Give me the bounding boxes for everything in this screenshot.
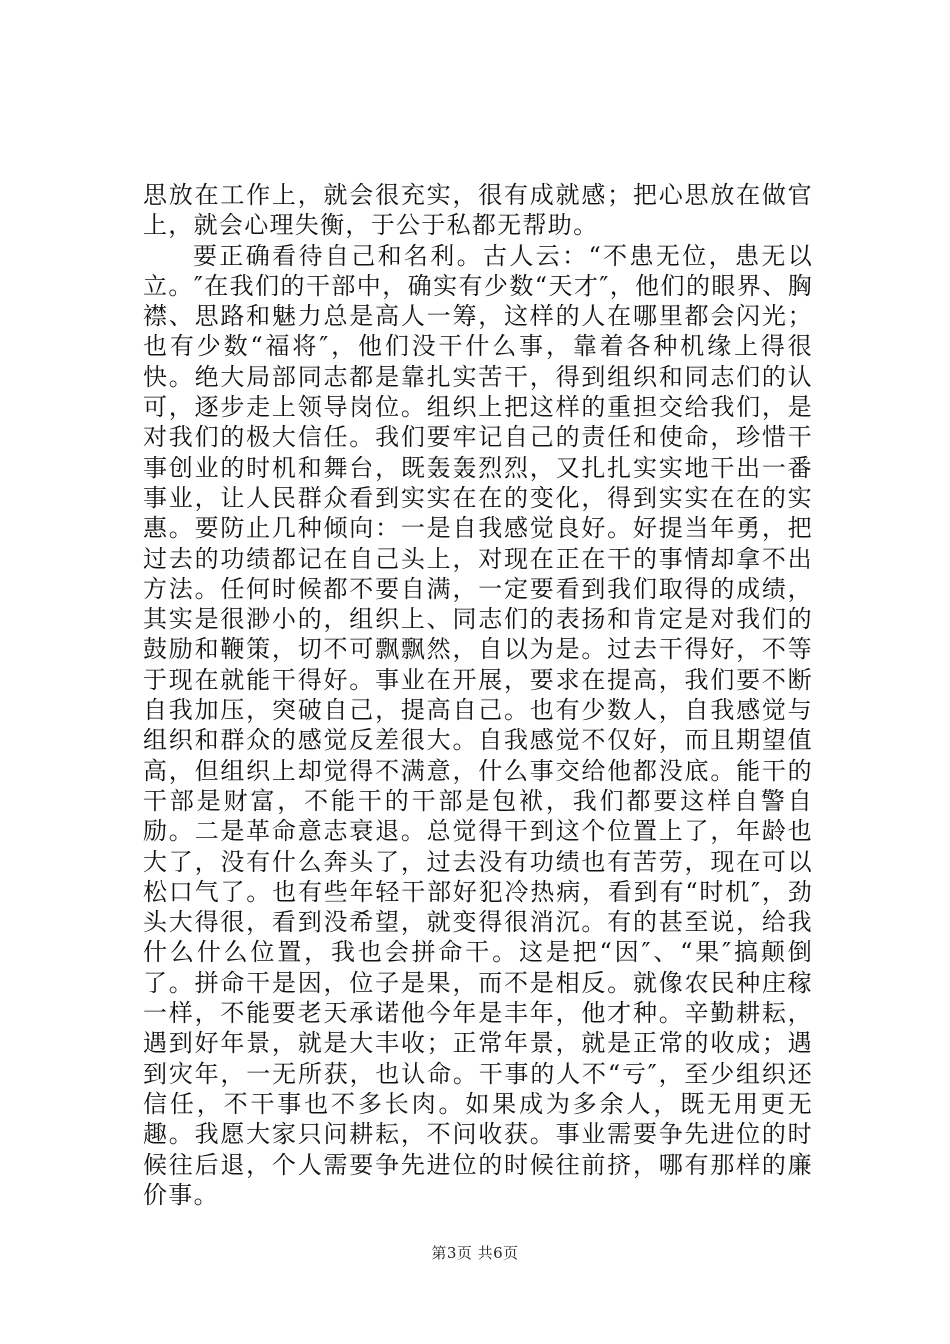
paragraph-continuation: 思放在工作上，就会很充实，很有成就感；把心思放在做官上，就会心理失衡，于公于私都无帮助。 xyxy=(143,181,813,240)
paragraph-main: 要正确看待自己和名利。古人云：“不患无位，患无以立。″在我们的干部中，确实有少数“天才″，他们的眼界、胸襟、思路和魅力总是高人一筹，这样的人在哪里都会闪光；也有少数“福将″，他们没干什么事，靠着各种机缘上得很快。绝大局部同志都是靠扎实苦干，得到组织和同志们的认可，逐步走上领导岗位。组织上把这样的重担交给我们，是对我们的极大信任。我们要牢记自己的责任和使命，珍惜干事创业的时机和舞台，既轰轰烈烈，又扎扎实实地干出一番事业，让人民群众看到实实在在的变化，得到实实在在的实惠。要防止几种倾向：一是自我感觉良好。好提当年勇，把过去的功绩都记在自己头上，对现在正在干的事情却拿不出方法。任何时候都不要自满，一定要看到我们取得的成绩，其实是很渺小的，组织上、同志们的表扬和肯定是对我们的鼓励和鞭策，切不可飘飘然，自以为是。过去干得好，不等于现在就能干得好。事业在开展，要求在提高，我们要不断自我加压，突破自己，提高自己。也有少数人，自我感觉与组织和群众的感觉反差很大。自我感觉不仅好，而且期望值高，但组织上却觉得不满意，什么事交给他都没底。能干的干部是财富，不能干的干部是包袱，我们都要这样自警自励。二是革命意志衰退。总觉得干到这个位置上了，年龄也大了，没有什么奔头了，过去没有功绩也有苦劳，现在可以松口气了。也有些年轻干部好犯冷热病，看到有“时机″，劲头大得很，看到没希望，就变得很消沉。有的甚至说，给我什么什么位置，我也会拼命干。这是把“因″、“果″搞颠倒了。拼命干是因，位子是果，而不是相反。就像农民种庄稼一样，不能要老天承诺他今年是丰年，他才种。辛勤耕耘，遇到好年景，就是大丰收；正常年景，就是正常的收成；遇到灾年，一无所获，也认命。干事的人不“亏″，至少组织还信任，不干事也不多长肉。如果成为多余人，既无用更无趣。我愿大家只问耕耘，不问收获。事业需要争先进位的时候往后退，个人需要争先进位的时候往前挤，哪有那样的廉价事。 xyxy=(143,241,813,1209)
document-body xyxy=(143,180,813,1210)
page-number-footer: 第3页 共6页 xyxy=(431,1244,519,1262)
